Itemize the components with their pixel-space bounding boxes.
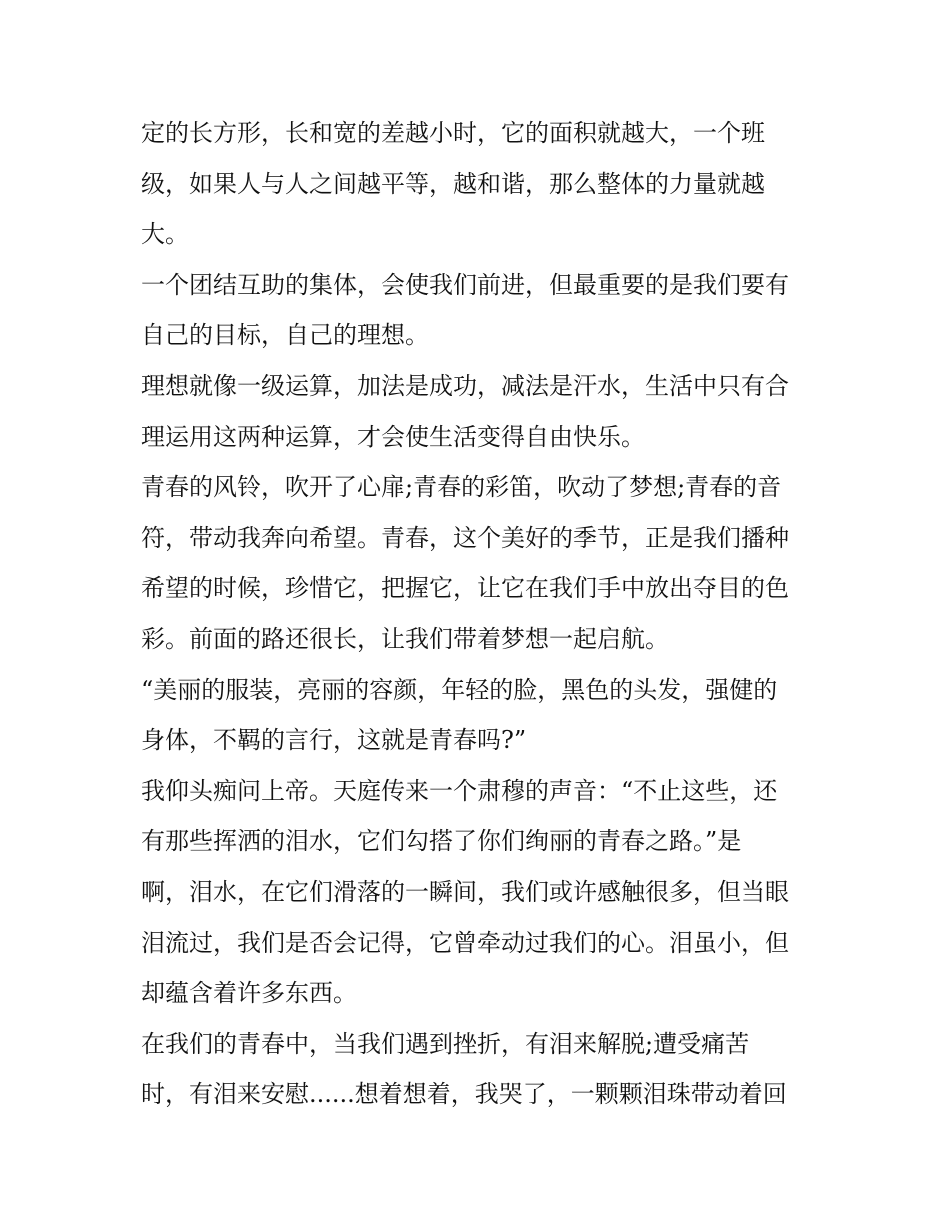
text-line-13: 身体，不羁的言行，这就是青春吗?” — [141, 726, 527, 755]
text-line-10: 希望的时候，珍惜它，把握它，让它在我们手中放出夺目的色 — [141, 574, 789, 603]
text-line-2: 级，如果人与人之间越平等，越和谐，那么整体的力量就越 — [141, 169, 765, 198]
text-line-7: 理运用这两种运算，才会使生活变得自由快乐。 — [141, 422, 645, 451]
text-line-4: 一个团结互助的集体，会使我们前进，但最重要的是我们要有 — [141, 270, 789, 299]
text-line-18: 却蕴含着许多东西。 — [141, 979, 357, 1008]
text-line-6: 理想就像一级运算，加法是成功，减法是汗水，生活中只有合 — [141, 371, 789, 400]
text-line-14: 我仰头痴问上帝。天庭传来一个肃穆的声音：“不止这些，还 — [141, 776, 778, 805]
text-line-20: 时，有泪来安慰......想着想着，我哭了，一颗颗泪珠带动着回 — [141, 1080, 787, 1109]
text-line-8: 青春的风铃，吹开了心扉;青春的彩笛，吹动了梦想;青春的音 — [141, 473, 782, 502]
text-line-17: 泪流过，我们是否会记得，它曾牵动过我们的心。泪虽小，但 — [141, 928, 789, 957]
body-text — [141, 108, 813, 1120]
text-line-5: 自己的目标，自己的理想。 — [141, 321, 429, 350]
text-line-12: “美丽的服装，亮丽的容颜，年轻的脸，黑色的头发，强健的 — [141, 675, 778, 704]
text-line-9: 符，带动我奔向希望。青春，这个美好的季节，正是我们播种 — [141, 523, 789, 552]
text-line-1: 定的长方形，长和宽的差越小时，它的面积就越大，一个班 — [141, 119, 765, 147]
text-line-3: 大。 — [141, 220, 189, 249]
text-line-19: 在我们的青春中，当我们遇到挫折，有泪来解脱;遭受痛苦 — [141, 1029, 750, 1058]
text-line-16: 啊，泪水，在它们滑落的一瞬间，我们或许感触很多，但当眼 — [141, 877, 789, 906]
text-line-15: 有那些挥洒的泪水，它们勾搭了你们绚丽的青春之路。”是 — [141, 827, 742, 856]
text-line-11: 彩。前面的路还很长，让我们带着梦想一起启航。 — [141, 624, 669, 653]
